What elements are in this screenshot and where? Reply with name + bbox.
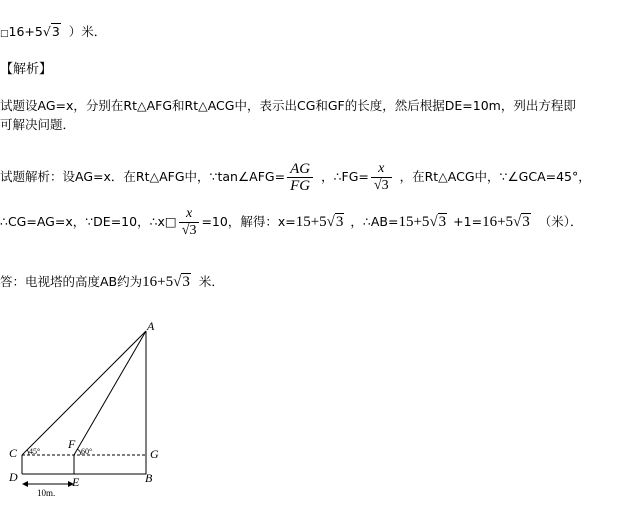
label-a: A [147,319,155,333]
label-dimension: 10m. [37,488,56,498]
fraction-x-sqrt3: $\frac{x}{√3}$ [371,161,392,194]
answer-line [0,272,224,292]
label-f: F [68,437,76,451]
geometry-figure [0,318,180,498]
label-angle-c: 45° [29,447,41,456]
expr-16-5sqrt3: 16+5√3 [482,214,530,230]
label-d: D [9,470,18,484]
sqrt-symbol: √3 [42,24,60,39]
expr-15-5sqrt3-b: 15+5√3 [398,214,447,230]
solution-line-1 [0,158,591,196]
answer-prefix: 答：电视塔的高度AB约为 [0,274,143,289]
solution-1a: 试题解析：设AG=x．在Rt△AFG中，∵tan∠AFG= [0,169,286,184]
fraction-x-sqrt3-2: $\frac{x}{√3}$ [179,206,200,239]
solution-line-2 [0,203,583,241]
solution-2a: ∴CG=AG=x，∵DE=10，∴x□ [0,214,177,229]
analysis-line-2: 可解决问题． [0,117,76,132]
fraction-ag-fg: $\frac{AG}{FG}$ [287,161,313,194]
answer-expr: 16+5√3 [142,274,190,290]
label-angle-f: 60° [81,447,93,456]
solution-1b: ，∴FG= [321,169,369,184]
label-c: C [9,446,18,460]
top-tail: ）米． [68,24,107,39]
solution-2b: =10，解得：x= [201,214,296,229]
top-expr: 16+5 [8,24,43,39]
solution-2c: ，∴AB= [350,214,399,229]
solution-1c: ，在Rt△ACG中，∵∠GCA=45°， [399,169,591,184]
label-e: E [72,475,80,489]
analysis-header: 【解析】 [0,62,53,77]
solution-2d: +1= [453,214,483,229]
label-b: B [145,471,153,485]
line-fa [74,331,146,455]
line-ca [22,331,146,455]
analysis-line-1: 试题设AG=x，分别在Rt△AFG和Rt△ACG中，表示出CG和GF的长度，然后根据DE=10m，列出方程即 [0,98,576,113]
top-line [0,24,106,42]
answer-suffix: 米． [198,274,224,289]
label-g: G [150,447,159,461]
placeholder-box: □ [0,29,9,39]
expr-15-5sqrt3: 15+5√3 [295,214,344,230]
solution-2e: （米）． [538,214,583,229]
arrowhead-left [22,481,28,487]
